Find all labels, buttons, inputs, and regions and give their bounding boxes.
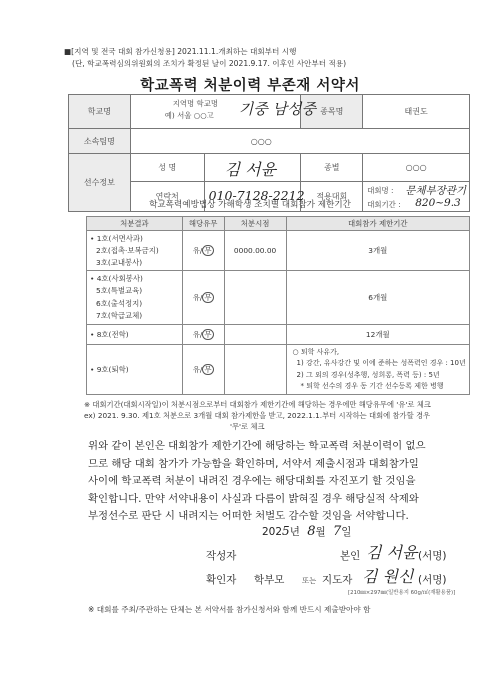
contact-label: 연락처 xyxy=(130,182,204,212)
col-date: 처분시점 xyxy=(224,217,286,231)
period-cell: 12개월 xyxy=(286,325,469,345)
gender-value: ○○○ xyxy=(363,154,470,182)
col-measure: 처분결과 xyxy=(87,217,183,231)
page-title: 학교폭력 처분이력 부존재 서약서 xyxy=(140,78,360,94)
leader-label: 지도자 xyxy=(322,574,353,586)
name-cell xyxy=(204,154,301,182)
date-cell: 0000.00.00 xyxy=(224,231,286,271)
player-info-table xyxy=(68,94,470,212)
table-row xyxy=(87,325,470,345)
col-status: 해당유무 xyxy=(182,217,224,231)
status-circle: 무 xyxy=(204,330,212,339)
meet-period-label: 대회기간 : xyxy=(367,200,401,209)
self-signature: 김 서윤 xyxy=(366,543,418,562)
school-handwritten: 기중 남성중 xyxy=(238,100,316,118)
confirmer-label: 확인자 xyxy=(206,574,237,586)
measure-cell: • 9호(퇴학) xyxy=(87,345,183,395)
measure-cell: • 8호(전학) xyxy=(87,325,183,345)
team-value: ○○○ xyxy=(130,129,469,154)
gender-label: 종별 xyxy=(301,154,363,182)
leader-signature: 김 원신 xyxy=(362,567,414,586)
date-cell xyxy=(224,325,286,345)
pledge-date: 2025년 8월 7일 xyxy=(262,524,352,539)
status-cell: 유/ 무 xyxy=(182,325,224,345)
name-label: 성 명 xyxy=(130,154,204,182)
period-cell: ○ 퇴학 사유가, 1) 강간, 유사강간 및 이에 준하는 성폭력인 경우 : 10년 2) 그 외의 경우(성추행, 성희롱, 폭력 등) : 5년 * 퇴학 선수의 경우 동 기간 선수등록 제한 병행 xyxy=(286,345,469,395)
footnote-line-1: ※ 대회기간(대회시작일)이 처분시점으로부터 대회참가 제한기간에 해당하는 경우에만 해당유무에 '유'로 체크 xyxy=(84,400,431,409)
event-value: 태권도 xyxy=(363,95,470,129)
date-cell xyxy=(224,271,286,325)
bottom-note: ※ 대회를 주최/주관하는 단체는 본 서약서를 참가신청서와 함께 반드시 제출받아야 함 xyxy=(88,605,371,614)
event-label: 종목명 xyxy=(301,95,363,129)
meet-period-handwritten: 820~9.3 xyxy=(415,197,461,209)
col-period: 대회참가 제한기간 xyxy=(286,217,469,231)
pledge-paragraph: 위와 같이 본인은 대회참가 제한기간에 해당하는 학교폭력 처분이력이 없으 므로 해당 대회 참가가 가능함을 확인하며, 서약서 제출시점과 대회참가일 사이에 학교폭력 처분이 내려진 경우에는 해당대회를 자진포기 할 것임을 확인합니다. 만약 서약내용이 사실과 다름이 밝혀질 경우 해당실적 삭제와 부정선수로 판단 시 내려지는 어떠한 처벌도 감수할 것임을 서약합니다. xyxy=(88,440,426,523)
period-cell: 6개월 xyxy=(286,271,469,325)
school-example: 예) 서울 ○○고 xyxy=(164,111,214,120)
status-cell: 유/ 무 xyxy=(182,271,224,325)
meet-name-label: 대회명 : xyxy=(367,186,394,195)
team-label: 소속팀명 xyxy=(69,129,131,154)
self-seal: (서명) xyxy=(418,550,447,562)
status-cell: 유/ 무 xyxy=(182,231,224,271)
footnote-line-2: ex) 2021. 9.30. 제1호 처분으로 3개월 대회 참가제한을 받고, 2022.1.1.부터 시작하는 대회에 참가할 경우 xyxy=(84,411,431,420)
paper-spec: [210㎜×297㎜(일반용지 60g/㎡(재활용품)] xyxy=(348,590,456,596)
notice-line-2: (단, 학교폭력심의위원회의 조치가 확정된 날이 2021.9.17. 이후인 사안부터 적용) xyxy=(72,59,347,68)
date-cell xyxy=(224,345,286,395)
table-row xyxy=(87,345,470,395)
parent-label: 학부모 xyxy=(254,574,285,586)
name-handwritten: 김 서윤 xyxy=(224,160,277,179)
leader-seal: (서명) xyxy=(418,574,447,586)
status-circle: 무 xyxy=(204,246,212,255)
applied-meet-label: 적용대회 xyxy=(301,182,363,212)
measure-cell: • 1호(서면사과) 2호(접촉·보복금지) 3호(교내봉사) xyxy=(87,231,183,271)
footnote-line-3: '무'로 체크 xyxy=(230,422,265,431)
or-label: 또는 xyxy=(302,576,317,585)
status-circle: 무 xyxy=(204,293,212,302)
self-label: 본인 xyxy=(340,550,361,562)
notice-line-1: ■[지역 및 전국 대회 참가신청용] 2021.11.1.개최하는 대회부터 시행 xyxy=(64,47,297,56)
status-cell: 유/ 무 xyxy=(182,345,224,395)
school-hint: 지역명 학교명 xyxy=(172,99,218,108)
school-label: 학교명 xyxy=(69,95,131,129)
restriction-table xyxy=(86,216,470,395)
table-row xyxy=(87,271,470,325)
player-info-label: 선수정보 xyxy=(69,154,131,212)
measure-cell: • 4호(사회봉사) 5호(특별교육) 6호(출석정지) 7호(학급교체) xyxy=(87,271,183,325)
status-circle: 무 xyxy=(204,365,212,374)
restriction-heading: 학교폭력예방법상 가해학생 조치별 대회참가 제한기간 xyxy=(149,200,351,210)
period-cell: 3개월 xyxy=(286,231,469,271)
author-label: 작성자 xyxy=(206,550,237,562)
meet-name-handwritten: 문체부장관기 xyxy=(405,185,467,197)
contact-handwritten: 010-7128-2212 xyxy=(208,188,305,203)
table-row xyxy=(87,231,470,271)
school-cell xyxy=(130,95,316,129)
